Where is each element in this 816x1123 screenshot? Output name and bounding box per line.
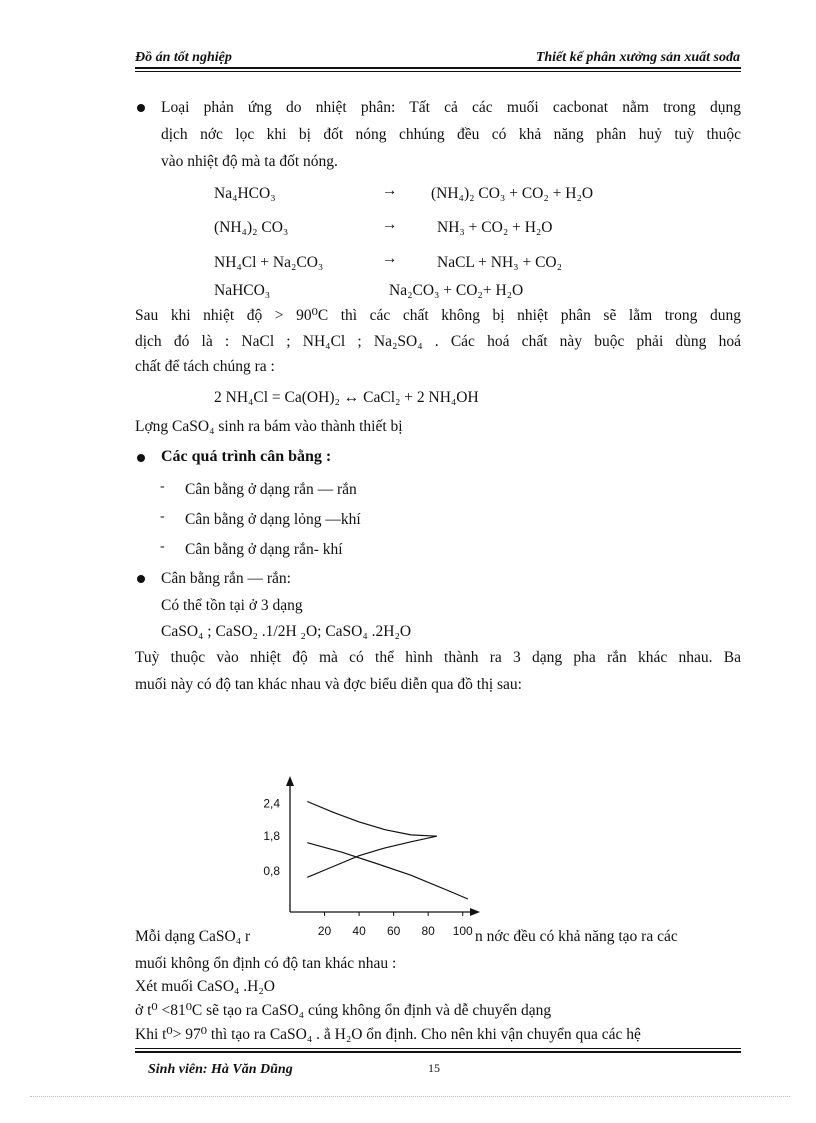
reaction-4-right: Na₂CO₃ + CO₂+ H₂O (389, 282, 524, 299)
reaction-1-arrow: → (382, 182, 398, 199)
reaction-3-arrow: → (382, 250, 398, 267)
header-left: Đồ án tốt nghiệp (135, 50, 232, 65)
para1-line1: Loại phản ứng do nhiệt phân: Tất cả các muối cacbonat nằm trong dụng (161, 99, 741, 116)
para4-line1-start: Mỗi dạng CaSO₄ r (135, 928, 251, 945)
balance-item-2: Cân bằng ở dạng lỏng —khí (185, 511, 361, 528)
x-tick-label: 60 (386, 924, 401, 938)
para1-line2: dịch nớc lọc khi bị đốt nóng chhúng đều có khả năng phân huỷ tuỳ thuộc (161, 126, 741, 143)
para2-line2: dịch đó là : NaCl ; NH₄Cl ; Na₂SO₄ . Các hoá chất này buộc phải dùng hoá (135, 333, 741, 350)
solubility-chart (230, 770, 490, 945)
solid-title: Cân bằng rắn — rắn: (161, 570, 291, 587)
header-rule (135, 67, 741, 69)
x-axis-arrow-icon (470, 908, 480, 916)
bullet-icon (137, 454, 145, 462)
para4-line3: Xét muối CaSO₄ .H₂O (135, 978, 275, 995)
para1-line3: vào nhiệt độ mà ta đốt nóng. (161, 153, 338, 170)
y-axis-arrow-icon (286, 776, 294, 786)
balance-item-3: Cân bằng ở dạng rắn- khí (185, 541, 343, 558)
footer-rule-thick (135, 1051, 741, 1053)
y-tick-label: 2,4 (263, 796, 280, 811)
para4-line2: muối không ổn định có độ tan khác nhau : (135, 955, 397, 972)
reaction-2-arrow: → (382, 216, 398, 233)
x-tick-label: 20 (317, 924, 332, 938)
header-rule-thin (135, 71, 741, 72)
balance-heading: Các quá trình cân bằng : (161, 448, 332, 465)
header-right: Thiết kế phân xưởng sản xuất sođa (535, 50, 740, 65)
equation: 2 NH₄Cl = Ca(OH)₂ ↔ CaCl₂ + 2 NH₄OH (214, 389, 479, 406)
footer-dotted-line (30, 1096, 790, 1097)
para4-line5: Khi t⁰> 97⁰ thì tạo ra CaSO₄ . ẳ H₂O ổn định. Cho nên khi vận chuyển qua các hệ (135, 1026, 641, 1043)
x-tick-label: 80 (421, 924, 435, 938)
reaction-2-right: NH₃ + CO₂ + H₂O (437, 219, 553, 236)
x-tick-label: 100 (452, 924, 473, 938)
para3-line1: Tuỳ thuộc vào nhiệt độ mà có thể hình thành ra 3 dạng pha rắn khác nhau. Ba (135, 649, 741, 666)
para2-line3: chất để tách chúng ra : (135, 358, 275, 375)
dash-icon: - (160, 509, 165, 524)
para4-line4: ở t⁰ <81⁰C sẽ tạo ra CaSO₄ cúng không ổn định và dễ chuyển dạng (135, 1002, 552, 1019)
reaction-3-left: NH₄Cl + Na₂CO₃ (214, 254, 324, 271)
reaction-4-left: NaHCO₃ (214, 282, 271, 299)
reaction-2-left: (NH₄)₂ CO₃ (214, 219, 289, 236)
reaction-1-left: Na₄HCO₃ (214, 185, 276, 202)
lingering-line: Lợng CaSO₄ sinh ra bám vào thành thiết bị (135, 418, 403, 435)
series-line-curve-falling (307, 843, 468, 899)
page-number: 15 (428, 1061, 440, 1075)
y-tick-label: 1,8 (263, 829, 280, 844)
balance-item-1: Cân bằng ở dạng rắn — rắn (185, 481, 357, 498)
reaction-3-right: NaCL + NH₃ + CO₂ (437, 254, 563, 271)
reaction-1-right: (NH₄)₂ CO₃ + CO₂ + H₂O (431, 185, 594, 202)
series-line-curve-rising (307, 836, 437, 877)
x-tick-label: 40 (352, 924, 366, 938)
y-tick-label: 0,8 (263, 863, 280, 878)
dash-icon: - (160, 479, 165, 494)
dash-icon: - (160, 539, 165, 554)
solid-line2: CaSO₄ ; CaSO₂ .1/2H ₂O; CaSO₄ .2H₂O (161, 623, 412, 640)
solid-line1: Có thể tồn tại ở 3 dạng (161, 597, 303, 614)
para2-line1: Sau khi nhiệt độ > 90⁰C thì các chất không bị nhiệt phân sẽ lằm trong dung (135, 307, 741, 324)
series-line-curve-upper (307, 802, 437, 837)
bullet-icon (137, 575, 145, 583)
footer-rule (135, 1048, 741, 1049)
para4-line1-end: n nớc đều có khả năng tạo ra các (475, 928, 678, 945)
bullet-icon (137, 104, 145, 112)
footer-student: Sinh viên: Hà Văn Dũng (148, 1062, 293, 1077)
para3-line2: muối này có độ tan khác nhau và đợc biểu diễn qua đồ thị sau: (135, 676, 522, 693)
